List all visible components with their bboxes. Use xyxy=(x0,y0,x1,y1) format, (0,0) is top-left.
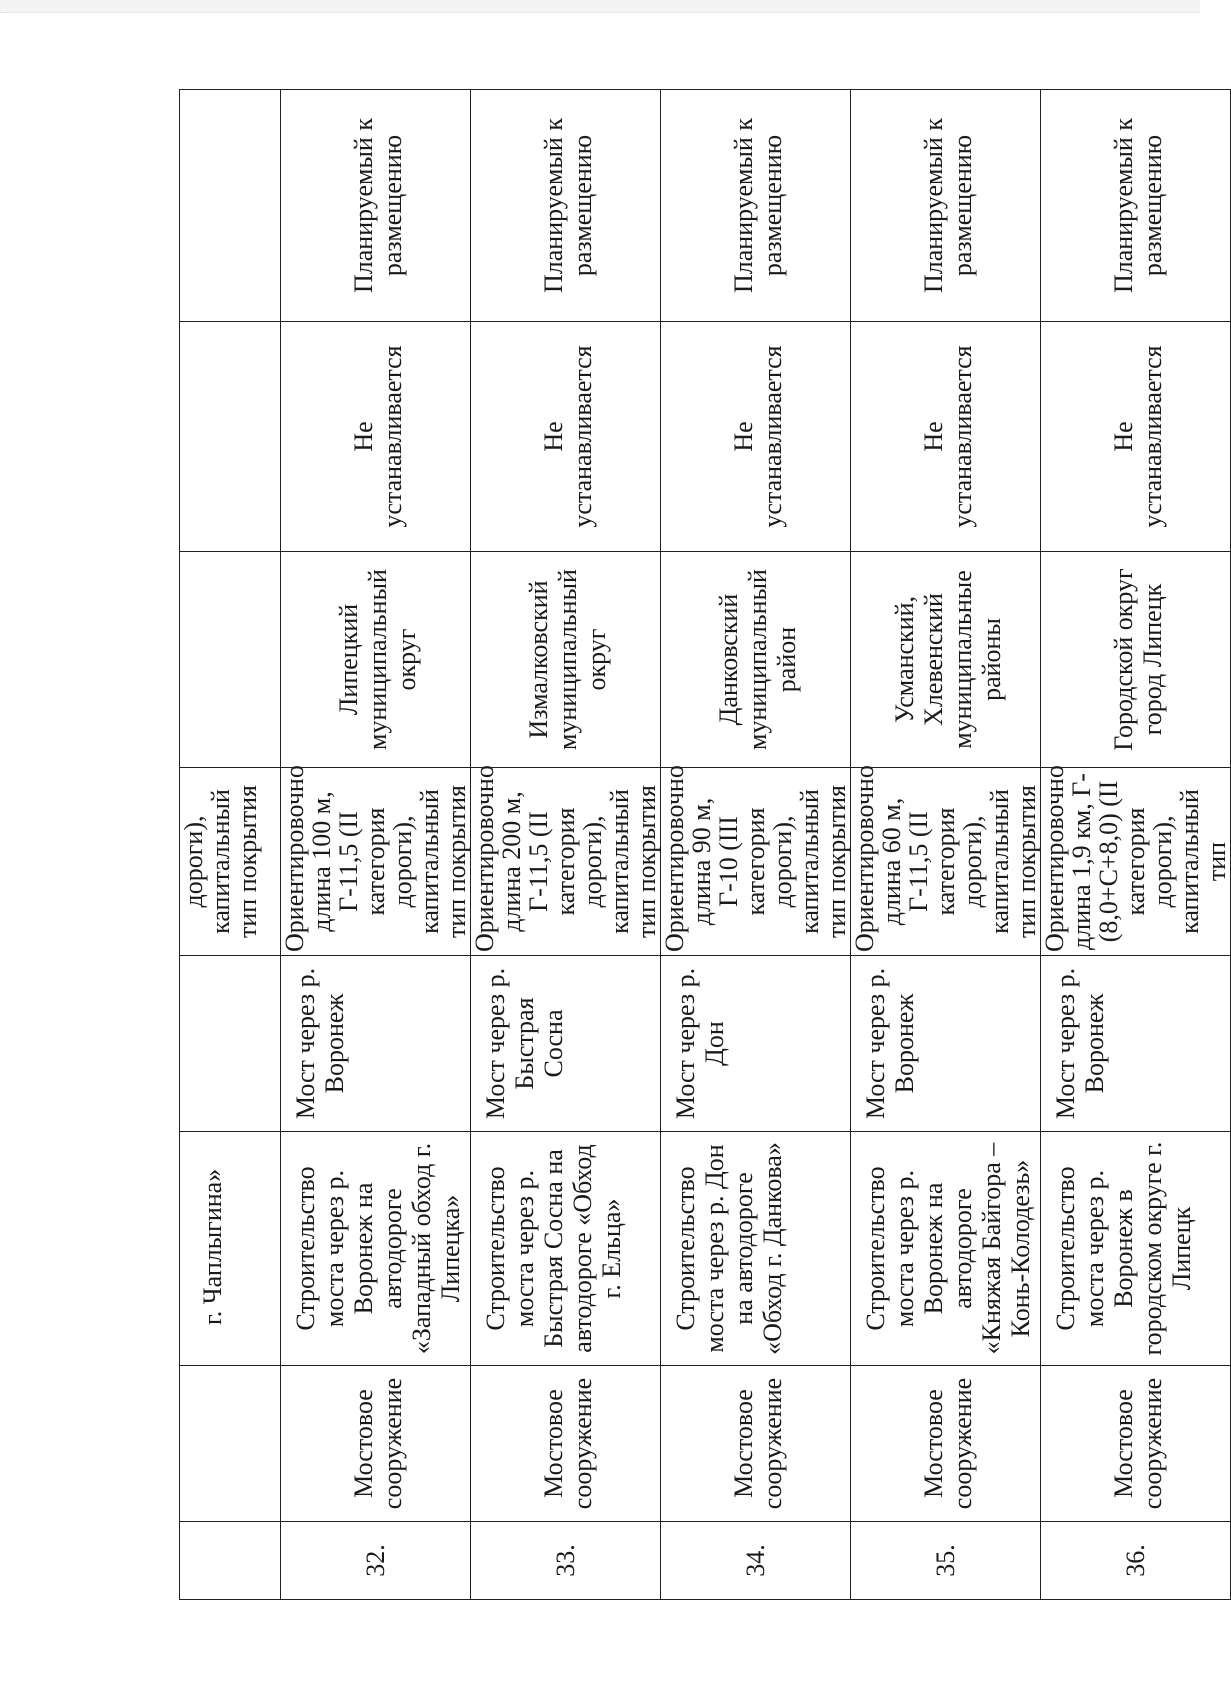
cont-cell-status xyxy=(180,90,281,322)
table-row xyxy=(851,90,1041,1600)
object-zone-mode: Не устанавливается xyxy=(661,322,851,552)
object-spec: Ориентировочно длина 90 м, Г-10 (III категория дороги), капитальный тип покрытия xyxy=(661,768,851,956)
object-location: Городской округ город Липецк xyxy=(1041,552,1231,768)
objects-table xyxy=(179,89,1231,1600)
object-item: Мост через р. Воронеж xyxy=(281,956,471,1132)
object-name: Строительство моста через р. Воронеж в городском округе г. Липецк xyxy=(1041,1132,1231,1366)
object-name: Строительство моста через р. Воронеж на автодороге «Западный обход г. Липецка» xyxy=(281,1132,471,1366)
cont-spec-fragment: дороги), капитальный тип покрытия xyxy=(180,768,281,956)
object-type: Мостовое сооружение xyxy=(471,1366,661,1522)
object-location: Данковский муниципальный район xyxy=(661,552,851,768)
object-location: Измалковский муниципальный округ xyxy=(471,552,661,768)
cont-cell-zone xyxy=(180,322,281,552)
scan-edge xyxy=(0,0,1200,13)
object-zone-mode: Не устанавливается xyxy=(851,322,1041,552)
continuation-row xyxy=(180,90,281,1600)
object-status: Планируемый к размещению xyxy=(1041,90,1231,322)
object-spec: Ориентировочно длина 200 м, Г-11,5 (II категория дороги), капитальный тип покрытия xyxy=(471,768,661,956)
table-row xyxy=(661,90,851,1600)
row-number: 35. xyxy=(851,1522,1041,1600)
object-zone-mode: Не устанавливается xyxy=(471,322,661,552)
row-number: 33. xyxy=(471,1522,661,1600)
object-name: Строительство моста через р. Быстрая Сосна на автодороге «Обход г. Ельца» xyxy=(471,1132,661,1366)
object-name: Строительство моста через р. Дон на автодороге «Обход г. Данкова» xyxy=(661,1132,851,1366)
table-row xyxy=(471,90,661,1600)
object-item: Мост через р. Дон xyxy=(661,956,851,1132)
object-status: Планируемый к размещению xyxy=(661,90,851,322)
object-item: Мост через р. Воронеж xyxy=(1041,956,1231,1132)
object-zone-mode: Не устанавливается xyxy=(1041,322,1231,552)
object-type: Мостовое сооружение xyxy=(851,1366,1041,1522)
cont-cell-number xyxy=(180,1522,281,1600)
table-row xyxy=(1041,90,1231,1600)
cont-cell-location xyxy=(180,552,281,768)
rotated-table-container xyxy=(179,90,1231,1600)
object-type: Мостовое сооружение xyxy=(661,1366,851,1522)
object-location: Усманский, Хлевенский муниципальные районы xyxy=(851,552,1041,768)
object-spec: Ориентировочно длина 60 м, Г-11,5 (II категория дороги), капитальный тип покрытия xyxy=(851,768,1041,956)
object-status: Планируемый к размещению xyxy=(281,90,471,322)
object-status: Планируемый к размещению xyxy=(851,90,1041,322)
object-name: Строительство моста через р. Воронеж на автодороге «Княжая Байгора – Конь-Колодезь» xyxy=(851,1132,1041,1366)
cont-cell-item xyxy=(180,956,281,1132)
object-zone-mode: Не устанавливается xyxy=(281,322,471,552)
object-type: Мостовое сооружение xyxy=(1041,1366,1231,1522)
object-location: Липецкий муниципальный округ xyxy=(281,552,471,768)
object-type: Мостовое сооружение xyxy=(281,1366,471,1522)
row-number: 36. xyxy=(1041,1522,1231,1600)
object-item: Мост через р. Воронеж xyxy=(851,956,1041,1132)
cont-cell-type xyxy=(180,1366,281,1522)
table-row xyxy=(281,90,471,1600)
cont-name-fragment: г. Чаплыгина» xyxy=(180,1132,281,1366)
object-item: Мост через р. Быстрая Сосна xyxy=(471,956,661,1132)
row-number: 32. xyxy=(281,1522,471,1600)
object-status: Планируемый к размещению xyxy=(471,90,661,322)
object-spec: Ориентировочно длина 1,9 км, Г-(8,0+С+8,0) (II категория дороги), капитальный тип xyxy=(1041,768,1231,956)
object-spec: Ориентировочно длина 100 м, Г-11,5 (II категория дороги), капитальный тип покрытия xyxy=(281,768,471,956)
row-number: 34. xyxy=(661,1522,851,1600)
